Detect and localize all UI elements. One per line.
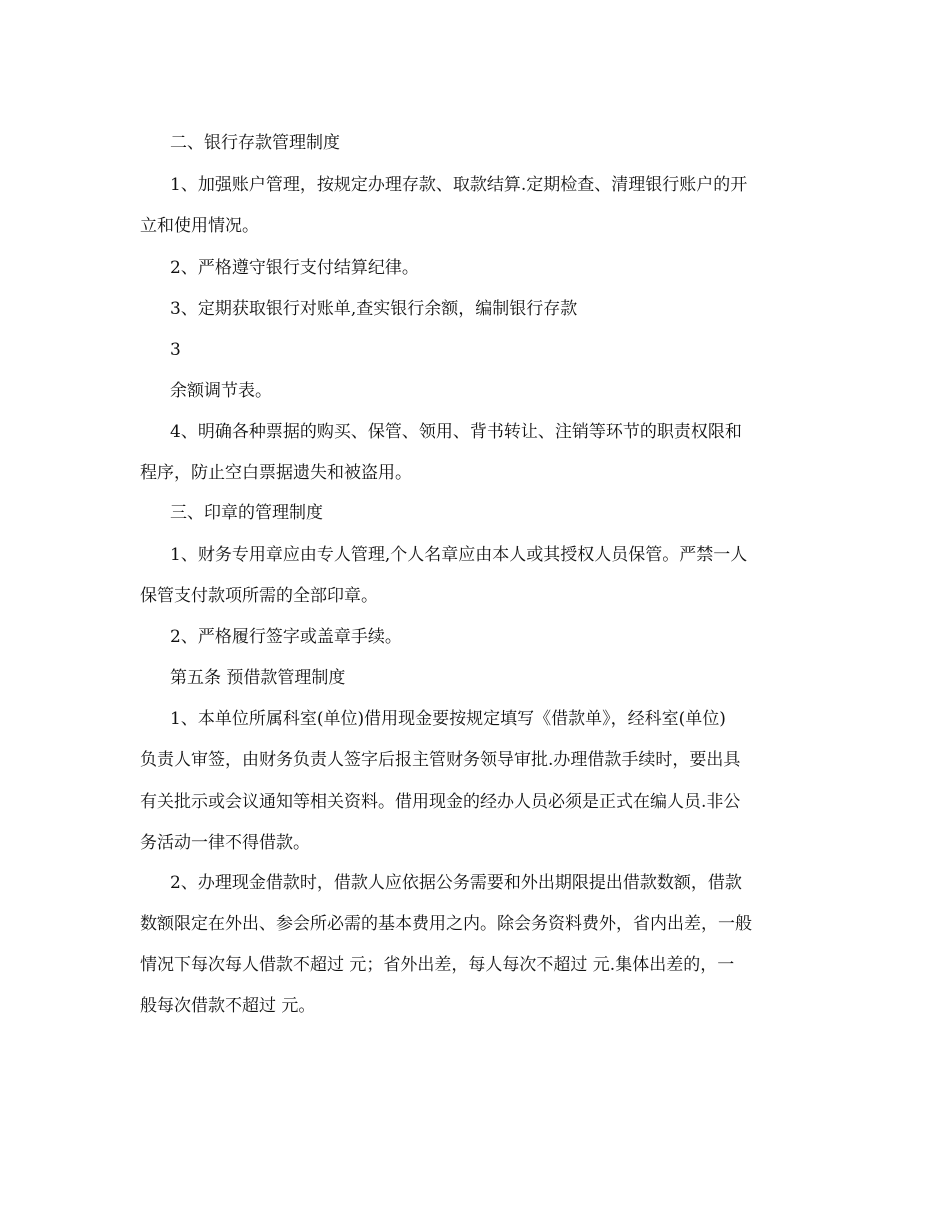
paragraph-line: 2、办理现金借款时，借款人应依据公务需要和外出期限提出借款数额，借款 xyxy=(170,873,742,893)
paragraph-line: 4、明确各种票据的购买、保管、领用、背书转让、注销等环节的职责权限和 xyxy=(170,422,742,442)
paragraph-line: 负责人审签，由财务负责人签字后报主管财务领导审批.办理借款手续时，要出具 xyxy=(140,750,741,770)
paragraph-line: 余额调节表。 xyxy=(170,381,272,401)
paragraph-line: 情况下每次每人借款不超过 元；省外出差，每人每次不超过 元.集体出差的，一 xyxy=(140,955,735,975)
paragraph-line: 般每次借款不超过 元。 xyxy=(140,996,316,1016)
section-heading-seal-management: 三、印章的管理制度 xyxy=(170,503,323,523)
paragraph-line: 2、严格履行签字或盖章手续。 xyxy=(170,627,402,647)
paragraph-line: 2、严格遵守银行支付结算纪律。 xyxy=(170,258,419,278)
paragraph-line: 程序，防止空白票据遗失和被盗用。 xyxy=(140,463,412,483)
paragraph-line: 保管支付款项所需的全部印章。 xyxy=(140,586,378,606)
page-number: 3 xyxy=(170,340,181,360)
paragraph-line: 数额限定在外出、参会所必需的基本费用之内。除会务资料费外，省内出差，一般 xyxy=(140,914,752,934)
paragraph-line: 有关批示或会议通知等相关资料。借用现金的经办人员必须是正式在编人员.非公 xyxy=(140,792,741,812)
section-heading-bank-deposit: 二、银行存款管理制度 xyxy=(170,133,340,153)
paragraph-line: 1、财务专用章应由专人管理,个人名章应由本人或其授权人员保管。严禁一人 xyxy=(170,545,748,565)
paragraph-line: 务活动一律不得借款。 xyxy=(140,833,310,853)
section-heading-advance-loan: 第五条 预借款管理制度 xyxy=(170,668,346,688)
paragraph-line: 1、本单位所属科室(单位)借用现金要按规定填写《借款单》，经科室(单位) xyxy=(170,709,726,729)
paragraph-line: 立和使用情况。 xyxy=(140,216,259,236)
paragraph-line: 3、定期获取银行对账单,查实银行余额，编制银行存款 xyxy=(170,299,578,319)
paragraph-line: 1、加强账户管理，按规定办理存款、取款结算.定期检查、清理银行账户的开 xyxy=(170,175,748,195)
